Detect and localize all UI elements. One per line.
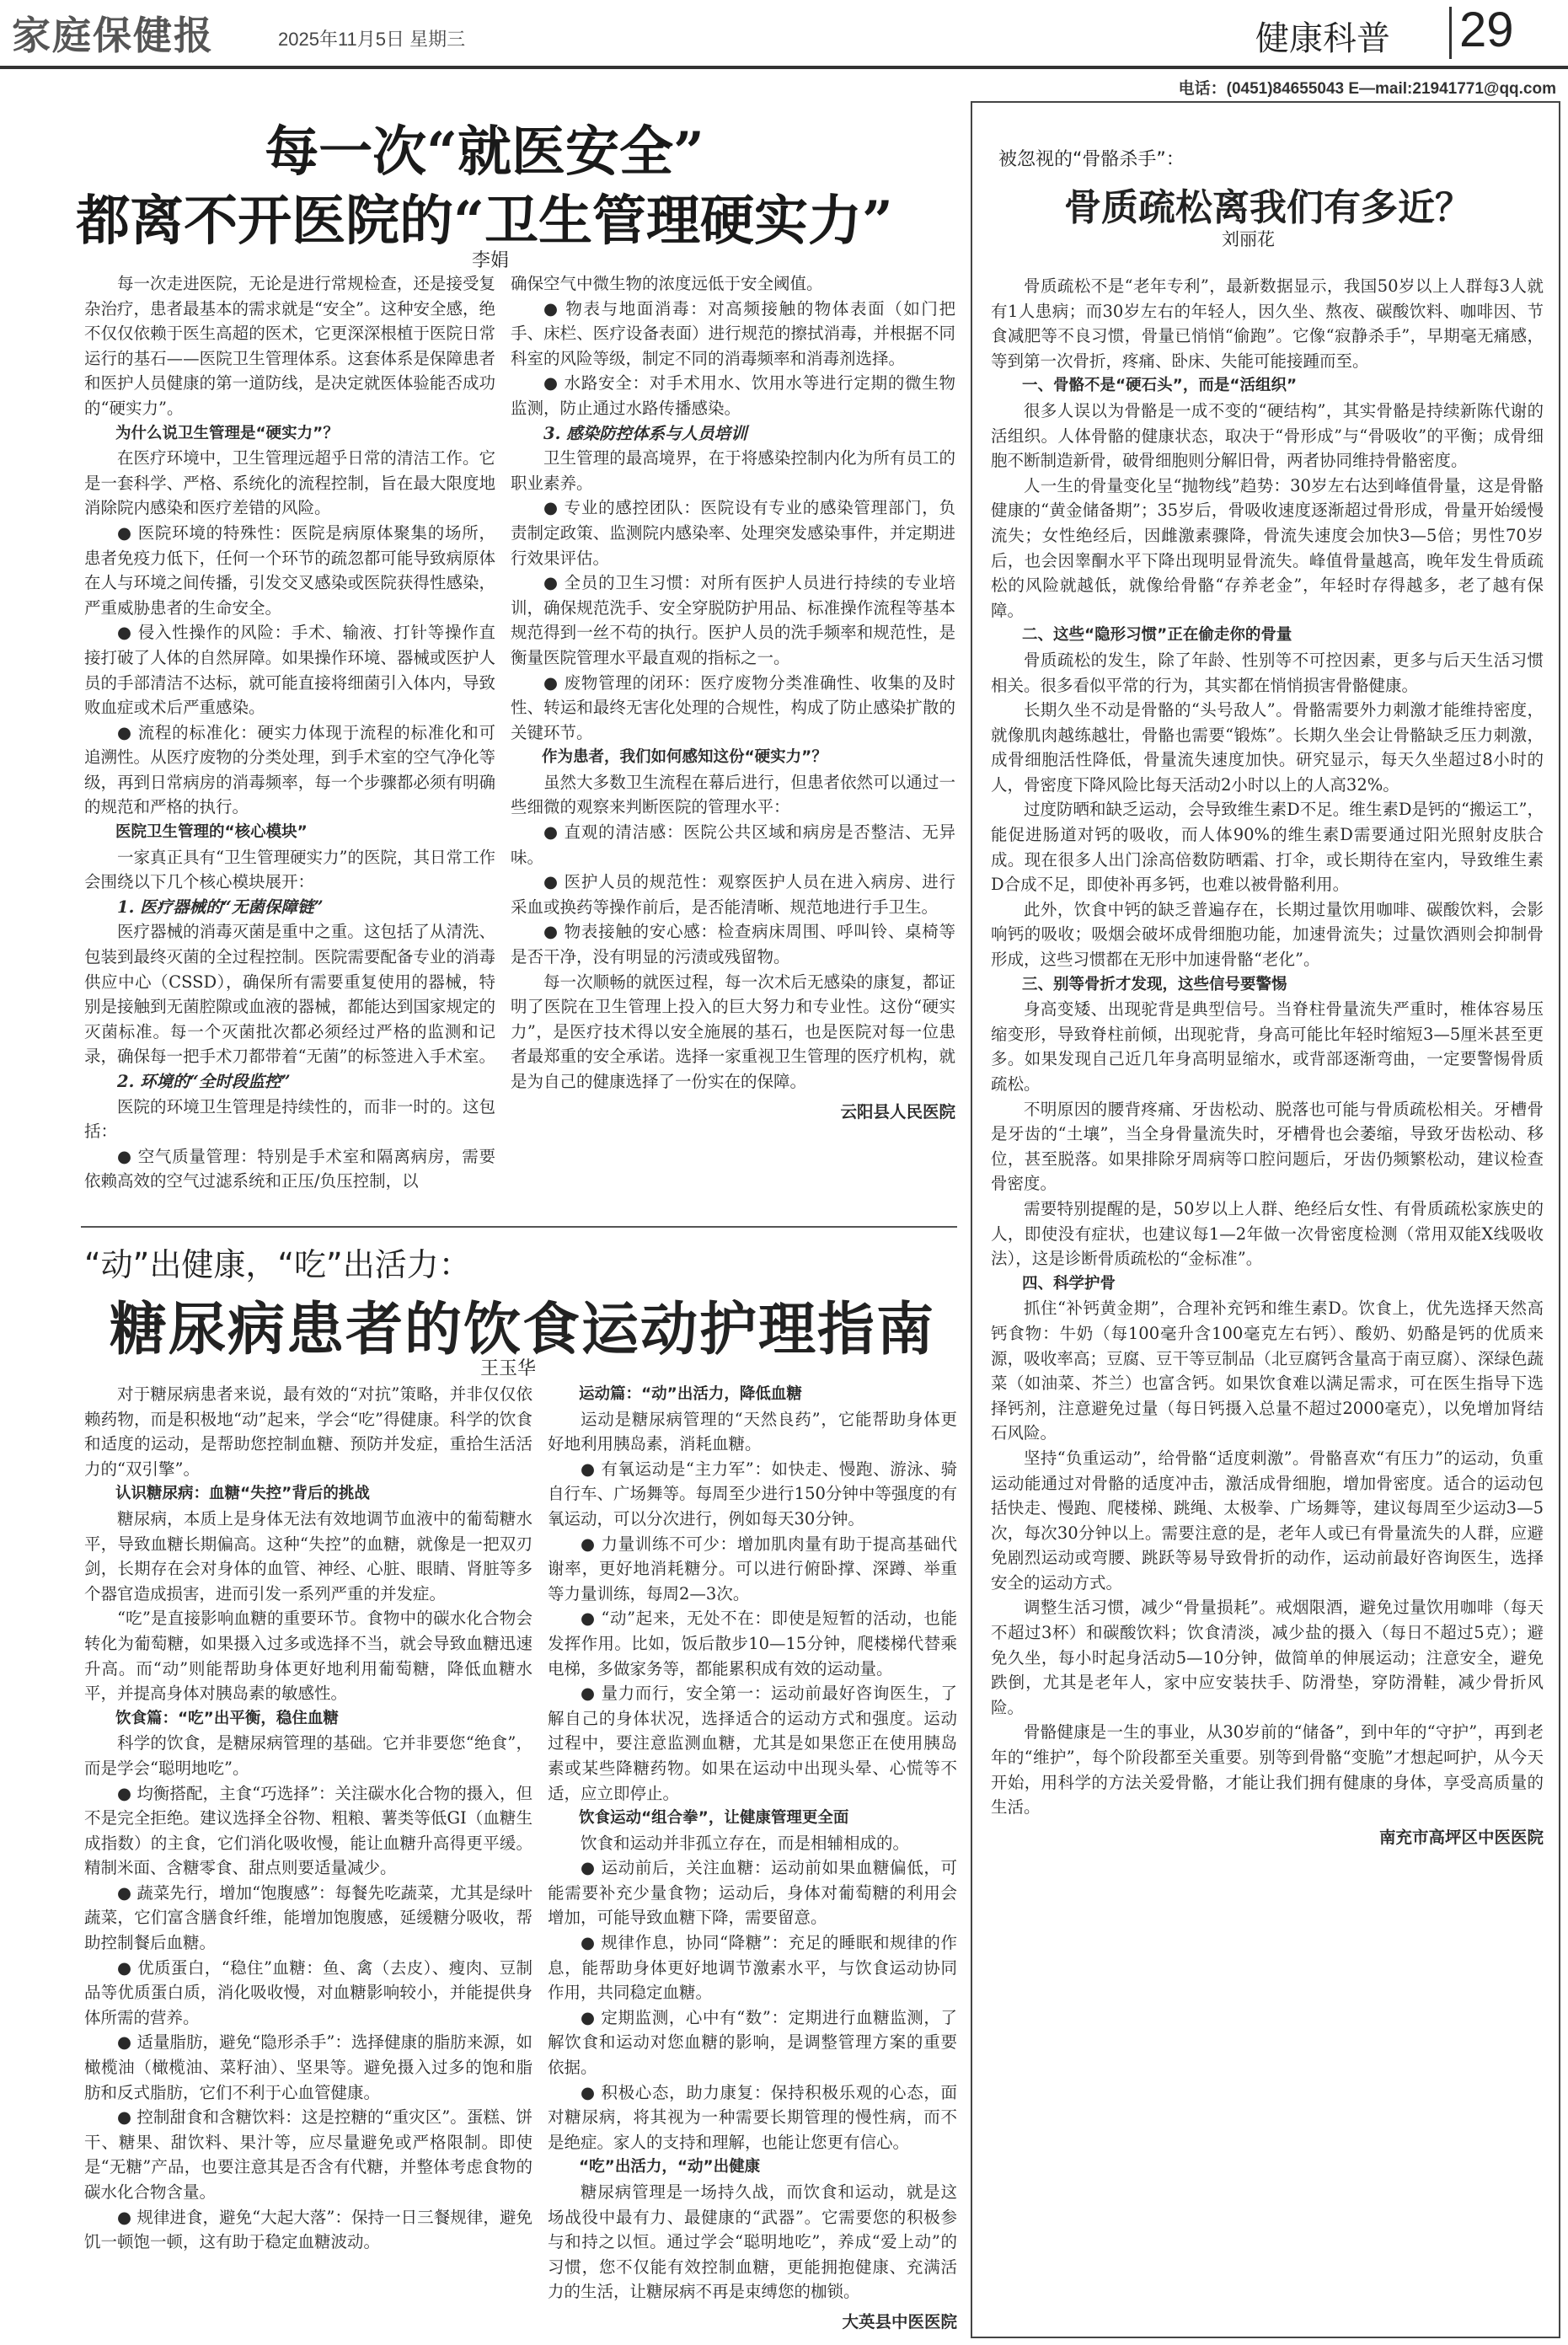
- section-heading: 为什么说卫生管理是“硬实力”？: [115, 424, 339, 442]
- newspaper-name: 家庭保健报: [12, 13, 214, 58]
- paragraph: 过度防晒和缺乏运动，会导致维生素D不足。维生素D是钙的“搬运工”，能促进肠道对钙的吸收，而人体90%的维生素D需要通过阳光照射皮肤合成。现在很多人出门涂高倍数防晒霜、打伞，或长期待在室内，导致维生素D合成不足，即使补再多钙，也难以被骨骼利用。: [991, 800, 1544, 895]
- paragraph: 骨质疏松不是“老年专利”，最新数据显示，我国50岁以上人群每3人就有1人患病；而30岁左右的年轻人，因久坐、熬夜、碳酸饮料、咖啡因、节食减肥等不良习惯，骨量已悄悄“偷跑”。它像“寂静杀手”，早期毫无痛感，等到第一次骨折，疼痛、卧床、失能可能接踵而至。: [991, 276, 1544, 371]
- source-credit: 云阳县人民医院: [840, 1101, 955, 1122]
- paragraph: 需要特别提醒的是，50岁以上人群、绝经后女性、有骨质疏松家族史的人，即使没有症状，也建议每1—2年做一次骨密度检测（常用双能X线吸收法），这是诊断骨质疏松的“金标准”。: [991, 1198, 1544, 1269]
- masthead-rule: [0, 66, 1568, 69]
- paragraph: ● “动”起来，无处不在：即使是短暂的活动，也能发挥作用。比如，饭后散步10—15分钟，爬楼梯代替乘电梯，多做家务等，都能累积成有效的运动量。: [548, 1609, 957, 1678]
- article-divider: [81, 1226, 957, 1228]
- article1-author: 李娟: [472, 250, 510, 271]
- section-heading: 医院卫生管理的“核心模块”: [115, 823, 308, 842]
- article2-title: 糖尿病患者的饮食运动护理指南: [109, 1296, 935, 1363]
- article1-title-line1: 每一次“就医安全”: [265, 120, 704, 184]
- paragraph: 糖尿病，本质上是身体无法有效地调节血液中的葡萄糖水平，导致血糖长期偏高。这种“失控”的血糖，就像是一把双刃剑，长期存在会对身体的血管、神经、心脏、眼睛、肾脏等多个器官造成损害，进而引发一系列严重的并发症。: [84, 1508, 532, 1603]
- paragraph: 对于糖尿病患者来说，最有效的“对抗”策略，并非仅仅依赖药物，而是积极地“动”起来，学会“吃”得健康。科学的饮食和适度的运动，是帮助您控制血糖、预防并发症，重拾生活活力的“双引擎”。: [84, 1384, 532, 1479]
- paragraph: ● 医院环境的特殊性：医院是病原体聚集的场所，患者免疫力低下，任何一个环节的疏忽都可能导致病原体在人与环境之间传播，引发交叉感染或医院获得性感染，严重威胁患者的生命安全。: [84, 522, 495, 618]
- paragraph: ● 水路安全：对手术用水、饮用水等进行定期的微生物监测，防止通过水路传播感染。: [511, 373, 955, 418]
- section-heading: 二、这些“隐形习惯”正在偷走你的骨量: [1022, 626, 1292, 645]
- paragraph: ● 积极心态，助力康复：保持积极乐观的心态，面对糖尿病，将其视为一种需要长期管理的慢性病，而不是绝症。家人的支持和理解，也能让您更有信心。: [548, 2082, 957, 2152]
- paragraph: 每一次顺畅的就医过程，每一次术后无感染的康复，都证明了医院在卫生管理上投入的巨大努力和专业性。这份“硬实力”，是医疗技术得以安全施展的基石，也是医院对每一位患者最郑重的安全承诺。选择一家重视卫生管理的医疗机构，就是为自己的健康选择了一份实在的保障。: [511, 972, 955, 1091]
- page-number: 29: [1459, 3, 1514, 57]
- paragraph: “吃”是直接影响血糖的重要环节。食物中的碳水化合物会转化为葡萄糖，如果摄入过多或选择不当，就会导致血糖迅速升高。而“动”则能帮助身体更好地利用葡萄糖，降低血糖水平，并提高身体对胰岛素的敏感性。: [84, 1609, 532, 1704]
- paragraph: ● 适量脂肪，避免“隐形杀手”：选择健康的脂肪来源，如橄榄油（橄榄油、菜籽油）、坚果等。避免摄入过多的饱和脂肪和反式脂肪，它们不利于心血管健康。: [84, 2032, 532, 2102]
- paragraph: 很多人误以为骨骼是一成不变的“硬结构”，其实骨骼是持续新陈代谢的活组织。人体骨骼的健康状态，取决于“骨形成”与“骨吸收”的平衡；成骨细胞不断制造新骨，破骨细胞则分解旧骨，两者协同维持骨骼密度。: [991, 400, 1544, 471]
- article2-author: 王玉华: [480, 1358, 537, 1379]
- source-credit: 大英县中医医院: [842, 2311, 957, 2332]
- paragraph: 饮食和运动并非孤立存在，而是相辅相成的。: [581, 1833, 910, 1853]
- paragraph: 人一生的骨量变化呈“抛物线”趋势：30岁左右达到峰值骨量，这是骨骼健康的“黄金储备期”；35岁后，骨吸收速度逐渐超过骨形成，骨量开始缓慢流失；女性绝经后，因雌激素骤降，骨流失速度会加快3—5倍；男性70岁后，也会因睾酮水平下降出现明显骨流失。峰值骨量越高，晚年发生骨质疏松的风险就越低，就像给骨骼“存养老金”，年轻时存得越多，老了越有保障。: [991, 475, 1544, 620]
- paragraph: ● 蔬菜先行，增加“饱腹感”：每餐先吃蔬菜，尤其是绿叶蔬菜，它们富含膳食纤维，能增加饱腹感，延缓糖分吸收，帮助控制餐后血糖。: [84, 1882, 532, 1953]
- article1-column2: [511, 271, 955, 1124]
- paragraph: 身高变矮、出现驼背是典型信号。当脊柱骨量流失严重时，椎体容易压缩变形，导致脊柱前倾，出现驼背，身高可能比年轻时缩短3—5厘米甚至更多。如果发现自己近几年身高明显缩水，或背部逐渐弯曲，一定要警惕骨质疏松。: [991, 999, 1544, 1094]
- paragraph: 调整生活习惯，减少“骨量损耗”。戒烟限酒，避免过量饮用咖啡（每天不超过3杯）和碳酸饮料；饮食清淡，减少盐的摄入（每日不超过5克）；避免久坐，每小时起身活动5—10分钟，做简单的伸展运动；注意安全，避免跌倒，尤其是老年人，家中应安装扶手、防滑垫，穿防滑鞋，减少骨折风险。: [991, 1598, 1544, 1717]
- section-heading: 一、骨骼不是“硬石头”，而是“活组织”: [1022, 377, 1298, 395]
- article2-column2: [548, 1382, 957, 2335]
- article2-column1: [84, 1382, 532, 2255]
- subheading: 3. 感染防控体系与人员培训: [543, 423, 747, 443]
- paragraph: ● 规律作息，协同“降糖”：充足的睡眠和规律的作息，能帮助身体更好地调节激素水平，与饮食运动协同作用，共同稳定血糖。: [548, 1933, 957, 2003]
- paragraph: ● 废物管理的闭环：医疗废物分类准确性、收集的及时性、转运和最终无害化处理的合规性，构成了防止感染扩散的关键环节。: [511, 672, 955, 742]
- paragraph: ● 专业的感控团队：医院设有专业的感染管理部门，负责制定政策、监测院内感染率、处理突发感染事件，并定期进行效果评估。: [511, 498, 955, 568]
- section-heading: “吃”出活力，“动”出健康: [579, 2158, 761, 2176]
- paragraph: 确保空气中微生物的浓度远低于安全阈值。: [511, 274, 823, 293]
- paragraph: 在医疗环境中，卫生管理远超乎日常的清洁工作。它是一套科学、严格、系统化的流程控制，旨在最大限度地消除院内感染和医疗差错的风险。: [84, 448, 495, 518]
- paragraph: ● 空气质量管理：特别是手术室和隔离病房，需要依赖高效的空气过滤系统和正压/负压控制，以: [84, 1146, 495, 1191]
- contact-line: 电话：(0451)84655043 E—mail:21941771@qq.com: [1178, 80, 1556, 98]
- subheading: 1. 医疗器械的“无菌保障链”: [117, 897, 324, 917]
- paragraph: ● 定期监测，心中有“数”：定期进行血糖监测，了解饮食和运动对您血糖的影响，是调整管理方案的重要依据。: [548, 2007, 957, 2078]
- paragraph: ● 流程的标准化：硬实力体现于流程的标准化和可追溯性。从医疗废物的分类处理，到手术室的空气净化等级，再到日常病房的消毒频率，每一个步骤都必须有明确的规范和严格的执行。: [84, 722, 495, 817]
- paragraph: ● 有氧运动是“主力军”：如快走、慢跑、游泳、骑自行车、广场舞等。每周至少进行150分钟中等强度的有氧运动，可以分次进行，例如每天30分钟。: [548, 1459, 957, 1529]
- section-name: 健康科普: [1255, 19, 1390, 58]
- paragraph: ● 力量训练不可少：增加肌肉量有助于提高基础代谢率，更好地消耗糖分。可以进行俯卧撑、深蹲、举重等力量训练，每周2—3次。: [548, 1534, 957, 1603]
- paragraph: 科学的饮食，是糖尿病管理的基础。它并非要您“绝食”，而是学会“聪明地吃”。: [84, 1733, 532, 1778]
- paragraph: ● 量力而行，安全第一：运动前最好咨询医生，了解自己的身体状况，选择适合的运动方式和强度。运动过程中，要注意监测血糖，尤其是如果您正在使用胰岛素或某些降糖药物。如果在运动中出现头晕、心慌等不适，应立即停止。: [548, 1684, 957, 1803]
- article2-kicker: “动”出健康，“吃”出活力：: [84, 1246, 471, 1283]
- paragraph: ● 全员的卫生习惯：对所有医护人员进行持续的专业培训，确保规范洗手、安全穿脱防护用品、标准操作流程等基本规范得到一丝不苟的执行。医护人员的洗手频率和规范性，是衡量医院管理水平最直观的指标之一。: [511, 573, 955, 667]
- article1-title-line2: 都离不开医院的“卫生管理硬实力”: [76, 190, 893, 253]
- subheading: 2. 环境的“全时段监控”: [117, 1072, 291, 1091]
- section-heading: 作为患者，我们如何感知这份“硬实力”？: [542, 748, 827, 767]
- article3-kicker: 被忽视的“骨骼杀手”：: [998, 149, 1185, 170]
- paragraph: 每一次走进医院，无论是进行常规检查，还是接受复杂治疗，患者最基本的需求就是“安全”。这种安全感，绝不仅仅依赖于医生高超的医术，它更深深根植于医院日常运行的基石——医院卫生管理体系。这套体系是保障患者和医护人员健康的第一道防线，是决定就医体验能否成功的“硬实力”。: [84, 274, 495, 418]
- section-heading: 三、别等骨折才发现，这些信号要警惕: [1022, 975, 1287, 993]
- paragraph: 不明原因的腰背疼痛、牙齿松动、脱落也可能与骨质疏松相关。牙槽骨是牙齿的“土壤”，当全身骨量流失时，牙槽骨也会萎缩，导致牙齿松动、移位，甚至脱落。如果排除牙周病等口腔问题后，牙齿仍频繁松动，建议检查骨密度。: [991, 1099, 1544, 1194]
- paragraph: 骨质疏松的发生，除了年龄、性别等不可控因素，更多与后天生活习惯相关。很多看似平常的行为，其实都在悄悄损害骨骼健康。: [991, 650, 1544, 695]
- paragraph: ● 侵入性操作的风险：手术、输液、打针等操作直接打破了人体的自然屏障。如果操作环境、器械或医护人员的手部清洁不达标，就可能直接将细菌引入体内，导致败血症或术后严重感染。: [84, 623, 495, 718]
- section-heading: 认识糖尿病：血糖“失控”背后的挑战: [115, 1485, 370, 1503]
- source-credit: 南充市高坪区中医医院: [1378, 1827, 1544, 1847]
- paragraph: 卫生管理的最高境界，在于将感染控制内化为所有员工的职业素养。: [511, 448, 955, 493]
- article1-column1: [84, 271, 495, 1194]
- article3-author: 刘丽花: [1222, 229, 1275, 249]
- paragraph: 此外，饮食中钙的缺乏普遍存在，长期过量饮用咖啡、碳酸饮料，会影响钙的吸收；吸烟会破坏成骨细胞功能，加速骨流失；过量饮酒则会抑制骨形成，这些习惯都在无形中加速骨骼“老化”。: [991, 899, 1544, 970]
- article3-column: [991, 274, 1544, 1850]
- paragraph: ● 医护人员的规范性：观察医护人员在进入病房、进行采血或换药等操作前后，是否能清晰、规范地进行手卫生。: [511, 872, 955, 917]
- paragraph: ● 物表与地面消毒：对高频接触的物体表面（如门把手、床栏、医疗设备表面）进行规范的擦拭消毒，并根据不同科室的风险等级，制定不同的消毒频率和消毒剂选择。: [511, 298, 955, 368]
- masthead: [0, 0, 1568, 69]
- section-heading: 饮食篇：“吃”出平衡，稳住血糖: [115, 1709, 339, 1727]
- section-heading: 四、科学护骨: [1022, 1274, 1116, 1293]
- paragraph: 骨骼健康是一生的事业，从30岁前的“储备”，到中年的“守护”，再到老年的“维护”，每个阶段都至关重要。别等到骨骼“变脆”才想起呵护，从今天开始，用科学的方法关爱骨骼，才能让我们拥有健康的身体，享受高质量的生活。: [991, 1722, 1544, 1818]
- paragraph: ● 均衡搭配，主食“巧选择”：关注碳水化合物的摄入，但不是完全拒绝。建议选择全谷物、粗粮、薯类等低GI（血糖生成指数）的主食，它们消化吸收慢，能让血糖升高得更平缓。精制米面、含糖零食、甜点则要适量减少。: [84, 1783, 532, 1878]
- paragraph: ● 规律进食，避免“大起大落”：保持一日三餐规律，避免饥一顿饱一顿，这有助于稳定血糖波动。: [84, 2207, 532, 2252]
- paragraph: 运动是糖尿病管理的“天然良药”，它能帮助身体更好地利用胰岛素，消耗血糖。: [548, 1409, 957, 1454]
- paragraph: 长期久坐不动是骨骼的“头号敌人”。骨骼需要外力刺激才能维持密度，就像肌肉越练越壮，骨骼也需要“锻炼”。长期久坐会让骨骼缺乏压力刺激，成骨细胞活性降低，骨量流失速度加快。研究显示，每天久坐超过8小时的人，骨密度下降风险比每天活动2小时以上的人高32%。: [991, 700, 1544, 795]
- paragraph: 糖尿病管理是一场持久战，而饮食和运动，就是这场战役中最有力、最健康的“武器”。它需要您的积极参与和持之以恒。通过学会“聪明地吃”，养成“爱上动”的习惯，您不仅能有效控制血糖，更能拥抱健康、充满活力的生活，让糖尿病不再是束缚您的枷锁。: [548, 2182, 957, 2302]
- paragraph: ● 运动前后，关注血糖：运动前如果血糖偏低，可能需要补充少量食物；运动后，身体对葡萄糖的利用会增加，可能导致血糖下降，需要留意。: [548, 1858, 957, 1928]
- section-heading: 饮食运动“组合拳”，让健康管理更全面: [579, 1809, 849, 1828]
- section-heading: 运动篇：“动”出活力，降低血糖: [579, 1385, 802, 1403]
- paragraph: 一家真正具有“卫生管理硬实力”的医院，其日常工作会围绕以下几个核心模块展开：: [84, 847, 495, 892]
- paragraph: 医院的环境卫生管理是持续性的，而非一时的。这包括：: [84, 1096, 495, 1142]
- issue-date: 2025年11月5日 星期三: [278, 29, 466, 50]
- paragraph: ● 控制甜食和含糖饮料：这是控糖的“重灾区”。蛋糕、饼干、糖果、甜饮料、果汁等，应尽量避免或严格限制。即使是“无糖”产品，也要注意其是否含有代糖，并整体考虑食物的碳水化合物含量。: [84, 2107, 532, 2202]
- paragraph: ● 直观的清洁感：医院公共区域和病房是否整洁、无异味。: [511, 822, 955, 867]
- paragraph: ● 优质蛋白，“稳住”血糖：鱼、禽（去皮）、瘦肉、豆制品等优质蛋白质，消化吸收慢，对血糖影响较小，并能提供身体所需的营养。: [84, 1957, 532, 2027]
- paragraph: ● 物表接触的安心感：检查病床周围、呼叫铃、桌椅等是否干净，没有明显的污渍或残留物。: [511, 922, 955, 967]
- masthead-divider: [1449, 7, 1452, 59]
- paragraph: 坚持“负重运动”，给骨骼“适度刺激”。骨骼喜欢“有压力”的运动，负重运动能通过对骨骼的适度冲击，激活成骨细胞，增加骨密度。适合的运动包括快走、慢跑、爬楼梯、跳绳、太极拳、广场舞等，建议每周至少运动3—5次，每次30分钟以上。需要注意的是，老年人或已有骨量流失的人群，应避免剧烈运动或弯腰、跳跃等易导致骨折的动作，运动前最好咨询医生，选择安全的运动方式。: [991, 1448, 1544, 1593]
- article3-title: 骨质疏松离我们有多近？: [1064, 186, 1472, 229]
- paragraph: 医疗器械的消毒灭菌是重中之重。这包括了从清洗、包装到最终灭菌的全过程控制。医院需要配备专业的消毒供应中心（CSSD），确保所有需要重复使用的器械，特别是接触到无菌腔隙或血液的器械，都能达到国家规定的灭菌标准。每一个灭菌批次都必须经过严格的监测和记录，确保每一把手术刀都带着“无菌”的标签进入手术室。: [84, 922, 495, 1067]
- paragraph: 虽然大多数卫生流程在幕后进行，但患者依然可以通过一些细微的观察来判断医院的管理水平：: [511, 772, 955, 817]
- article1-title: [17, 118, 952, 256]
- paragraph: 抓住“补钙黄金期”，合理补充钙和维生素D。饮食上，优先选择天然高钙食物：牛奶（每100毫升含100毫克左右钙）、酸奶、奶酪是钙的优质来源，吸收率高；豆腐、豆干等豆制品（北豆腐钙含量高于南豆腐）、深绿色蔬菜（如油菜、芥兰）也富含钙。如果饮食难以满足需求，可在医生指导下选择钙剂，注意避免过量（每日钙摄入总量不超过2000毫克），以免增加肾结石风险。: [991, 1298, 1544, 1443]
